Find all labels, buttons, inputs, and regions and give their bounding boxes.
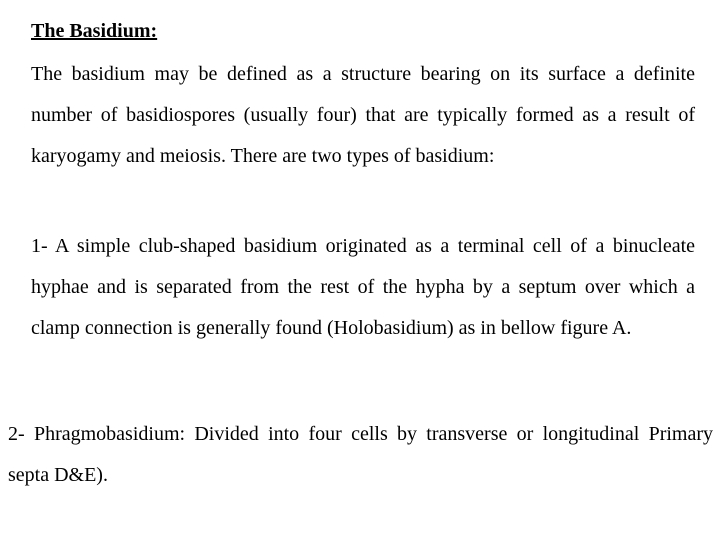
holobasidium-paragraph: 1- A simple club-shaped basidium originated as a terminal cell of a binucleate hyphae and is separated from the rest of the hypha by a septum over which a clamp connection is generally found (Holobasidium) as in bellow figure A. (31, 235, 695, 339)
phragmobasidium-paragraph: 2- Phragmobasidium: Divided into four cells by transverse or longitudinal Primary septa D&E). (8, 423, 713, 486)
definition-paragraph: The basidium may be defined as a structure bearing on its surface a definite number of basidiospores (usually four) that are typically formed as a result of karyogamy and meiosis. There are two types of basidium: (31, 63, 695, 167)
section-heading: The Basidium: (31, 20, 158, 42)
